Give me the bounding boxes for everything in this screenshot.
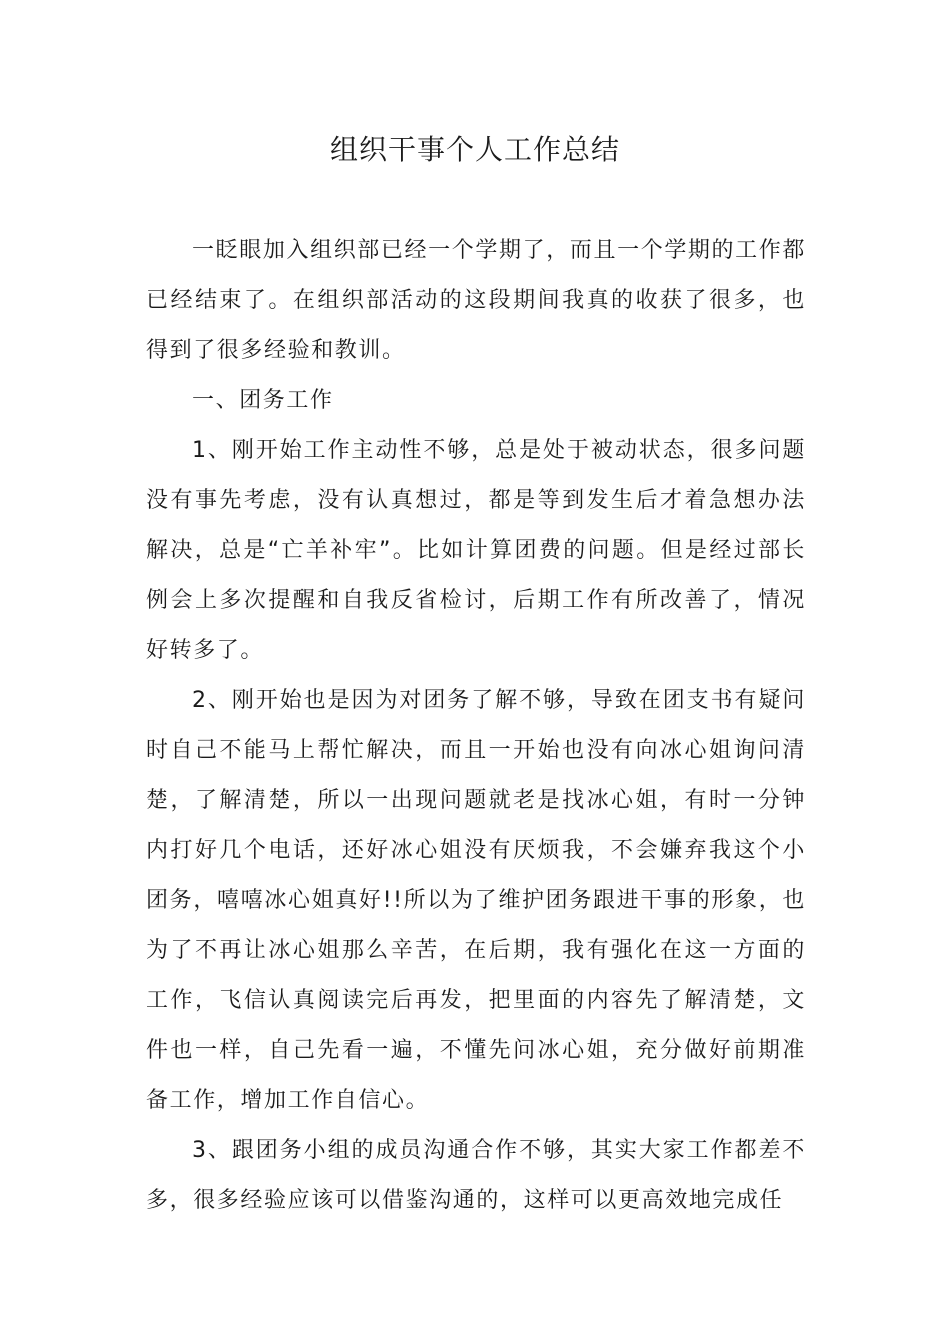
paragraph-item-2: 2、刚开始也是因为对团务了解不够，导致在团支书有疑问时自己不能马上帮忙解决，而且一开始也没有向冰心姐询问清楚，了解清楚，所以一出现问题就老是找冰心姐，有时一分钟内打好几个电话，还好冰心姐没有厌烦我，不会嫌弃我这个小团务，嘻嘻冰心姐真好!!所以为了维护团务跟进干事的形象，也为了不再让冰心姐那么辛苦，在后期，我有强化在这一方面的工作，飞信认真阅读完后再发，把里面的内容先了解清楚，文件也一样，自己先看一遍，不懂先问冰心姐，充分做好前期准备工作，增加工作自信心。 [146, 688, 806, 1113]
section-heading-league-affairs: 一、团务工作 [192, 388, 334, 413]
paragraph-item-1: 1、刚开始工作主动性不够，总是处于被动状态，很多问题没有事先考虑，没有认真想过，都是等到发生后才着急想办法解决，总是“亡羊补牢”。比如计算团费的问题。但是经过部长例会上多次提醒和自我反省检讨，后期工作有所改善了，情况好转多了。 [146, 438, 806, 663]
paragraph-intro: 一眨眼加入组织部已经一个学期了，而且一个学期的工作都已经结束了。在组织部活动的这段期间我真的收获了很多，也得到了很多经验和教训。 [146, 238, 806, 363]
document-title: 组织干事个人工作总结 [329, 133, 620, 166]
document-body [146, 226, 806, 1226]
paragraph-item-3: 3、跟团务小组的成员沟通合作不够，其实大家工作都差不多，很多经验应该可以借鉴沟通的，这样可以更高效地完成任 [146, 1138, 806, 1213]
